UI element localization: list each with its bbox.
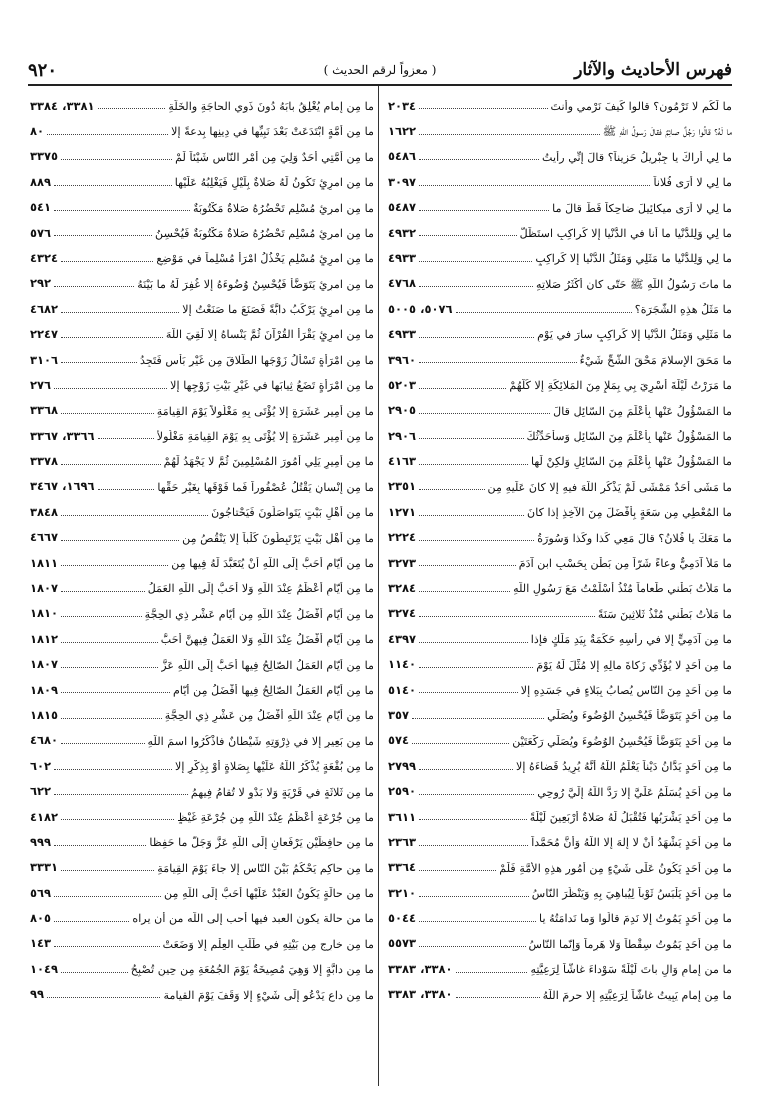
- index-entry: [388, 291, 732, 316]
- dot-leader: [419, 134, 600, 135]
- hadith-incipit: ما مِن أَمِيرٍ يَلِي أُمُورَ المُسْلِمِينَ ثُمَّ لا يَجْهَدُ لَهُمْ: [163, 455, 374, 469]
- dot-leader: [61, 591, 145, 592]
- hadith-number: ٥٠٤٤: [388, 911, 417, 926]
- hadith-number: ٦٢٢: [30, 784, 52, 799]
- dot-leader: [419, 515, 524, 516]
- hadith-number: ٦٠٢: [30, 758, 52, 773]
- hadith-incipit: ما مِن امْرَأَةٍ تَضَعُ ثِيابَها في غَيْرِ بَيْتِ زَوْجِها إلا: [170, 379, 374, 393]
- hadith-incipit: ما مِن امرِئٍ مُسْلِمٍ يَخْذُلُ امْرَأً مُسْلِماً في مَوْضِعٍ: [156, 252, 374, 266]
- hadith-number: ٣٣٧٨: [30, 454, 59, 469]
- dot-leader: [61, 159, 172, 160]
- index-entry: [30, 418, 374, 443]
- dot-leader: [61, 565, 168, 566]
- index-entry: [388, 799, 732, 824]
- index-entry: [388, 596, 732, 621]
- index-entry: [30, 266, 374, 291]
- dot-leader: [54, 794, 188, 795]
- hadith-incipit: ما مِن خارِجٍ مِن بَيْتِهِ في طَلَبِ العِلْمِ إلا وَضَعَتْ: [162, 937, 374, 951]
- index-entry: [388, 697, 732, 722]
- hadith-number: ٤٩٣٣: [388, 250, 417, 265]
- hadith-incipit: ما مَلأْتُ بَطْني طَعاماً مُنْذُ أَسْلَمْتُ مَعَ رَسُولِ اللّهِ: [513, 582, 732, 596]
- dot-leader: [456, 972, 528, 973]
- dot-leader: [419, 565, 516, 566]
- dot-leader: [419, 210, 549, 211]
- index-entry: [388, 977, 732, 1002]
- index-entry: [30, 342, 374, 367]
- index-entry: [30, 494, 374, 519]
- dot-leader: [61, 337, 163, 338]
- dot-leader: [419, 642, 528, 643]
- index-entry: [30, 570, 374, 595]
- dot-leader: [419, 616, 595, 617]
- hadith-incipit: ما مِن إنْسانٍ يَقْتُلُ عُصْفُوراً فَما فَوْقَها بِغَيْرِ حَقِّها: [157, 480, 374, 494]
- dot-leader: [456, 312, 632, 313]
- hadith-incipit: ما مِن أَحَدٍ يَشْرَبُها فَتُقْبَلُ لَهُ صَلاةٌ أَرْبَعِينَ لَيْلَةً: [529, 810, 732, 824]
- index-entry: [388, 113, 732, 138]
- index-entry: [388, 367, 732, 392]
- dot-leader: [61, 261, 153, 262]
- hadith-incipit: ما ماتَ رَسُولُ اللّهِ ﷺ حَتّى كان أكْثَرُ صَلاتِهِ: [535, 277, 732, 291]
- hadith-number: ٣٠٩٧: [388, 174, 417, 189]
- hadith-incipit: ما مِن آدَمِيٍّ إلا في رأسِهِ حَكَمَةٌ بِيَدِ مَلَكٍ فإذا: [530, 633, 732, 647]
- dot-leader: [419, 769, 513, 770]
- hadith-number: ٣٣٦٤: [388, 860, 417, 875]
- index-entry: [388, 342, 732, 367]
- dot-leader: [61, 515, 208, 516]
- dot-leader: [98, 438, 154, 439]
- hadith-incipit: ما مِن أَيّامٍ العَمَلُ الصّالِحُ فِيها أَحَبُّ إلَى اللّهِ عَزَّ: [161, 658, 374, 672]
- hadith-number: ٥٤٨٧: [388, 200, 417, 215]
- dot-leader: [419, 870, 496, 871]
- index-entry: [388, 951, 732, 976]
- hadith-incipit: ما مِن أَحَدٍ يَمُوتُ إلا نَدِمَ قالُوا وَما نَدامَتُهُ يا: [539, 912, 732, 926]
- hadith-number: ٣٢٧٣: [388, 555, 417, 570]
- dot-leader: [419, 108, 547, 109]
- index-entry: [30, 240, 374, 265]
- hadith-number: ١٨٠٩: [30, 682, 59, 697]
- dot-leader: [61, 972, 128, 973]
- dot-leader: [61, 743, 144, 744]
- hadith-number: ٥٤٨٦: [388, 149, 417, 164]
- hadith-number: ٣٣٨٠، ٣٣٨٣: [388, 961, 453, 976]
- index-entry: [388, 139, 732, 164]
- dot-leader: [456, 997, 540, 998]
- hadith-incipit: ما مِن أَيّامٍ أَحَبُّ إلَى اللّهِ أنْ يُتَعَبَّدَ لَهُ فِيها مِن: [171, 556, 374, 570]
- dot-leader: [98, 489, 155, 490]
- hadith-number: ٣٢٧٤: [388, 606, 417, 621]
- hadith-incipit: ما مَلأَ آدَمِيٌّ وِعاءً شَرّاً مِن بَطْنٍ بِحَسْبِ ابنِ آدَمَ: [518, 556, 732, 570]
- hadith-incipit: ما مِن أَحَدٍ يَلْبَسُ ثَوْباً لِيُباهِيَ بِهِ وَيَنْظُرَ النّاسُ: [531, 887, 732, 901]
- index-entry: [30, 190, 374, 215]
- index-entry: [388, 520, 732, 545]
- hadith-incipit: ما مَثَلُ هذِهِ الشَّجَرَة؟: [634, 303, 732, 317]
- hadith-number: ٣٣٧٥: [30, 149, 59, 164]
- hadith-incipit: ما مِن أُمَّةٍ ابْتَدَعَتْ بَعْدَ نَبِيِّها في دِينِها بِدعةً إلا: [171, 125, 374, 139]
- hadith-number: ٢٩٠٥: [388, 403, 417, 418]
- hadith-number: ٢٢٤٧: [30, 327, 59, 342]
- hadith-incipit: ما مِن أَيّامٍ أَفْضَلُ عِنْدَ اللّهِ مِن أَيّامِ عَشْرِ ذِي الحِجَّةِ: [144, 607, 374, 621]
- hadith-number: ١٦٢٢: [388, 123, 417, 138]
- hadith-incipit: ما لِي وَلِلدُّنْيا ما مَثَلِي وَمَثَلُ الدُّنْيا إلا كَراكِبٍ: [535, 252, 732, 266]
- dot-leader: [54, 769, 172, 770]
- hadith-incipit: ما مِن أَحَدٍ يَدَّانُ دَيْناً يَعْلَمُ اللّهُ أنَّهُ يُرِيدُ قَضاءَهُ إلا: [516, 760, 732, 774]
- index-entry: [388, 647, 732, 672]
- hadith-number: ٤٦٨٠: [30, 733, 59, 748]
- index-entry: [388, 215, 732, 240]
- index-entry: [30, 951, 374, 976]
- hadith-number: ٩٩: [30, 987, 45, 1002]
- index-entry: [388, 494, 732, 519]
- hadith-incipit: ما مِن أَحَدٍ يَكُونُ عَلَى شَيْءٍ مِن أُمُورِ هذِهِ الأُمَّةِ فَلَمْ: [499, 861, 732, 875]
- index-entry: [388, 875, 732, 900]
- hadith-incipit: ما مِن حافِظَيْنِ يَرْفَعانِ إلَى اللّهِ عَزَّ وَجَلَّ ما حَفِظا: [149, 836, 374, 850]
- index-entry: [388, 88, 732, 113]
- dot-leader: [412, 743, 509, 744]
- hadith-number: ١٢٧١: [388, 504, 417, 519]
- dot-leader: [419, 388, 506, 389]
- hadith-number: ١٦٩٦، ٣٤٦٧: [30, 479, 95, 494]
- dot-leader: [54, 185, 172, 186]
- index-entry: [30, 291, 374, 316]
- running-title: فهرس الأحاديث والآثار: [574, 60, 732, 80]
- dot-leader: [54, 286, 134, 287]
- hadith-number: ٣٨٤٨: [30, 504, 59, 519]
- dot-leader: [419, 464, 528, 465]
- hadith-number: ٣٣٨٠، ٣٣٨٣: [388, 987, 453, 1002]
- dot-leader: [419, 540, 534, 541]
- dot-leader: [419, 692, 518, 693]
- dot-leader: [419, 261, 532, 262]
- index-entry: [388, 850, 732, 875]
- hadith-incipit: ما المَسْؤُولُ عَنْها بِأَعْلَمَ مِنَ السّائِلِ وَسأُحَدِّثُكَ: [526, 430, 732, 444]
- index-entry: [30, 139, 374, 164]
- dot-leader: [419, 489, 484, 490]
- hadith-number: ١٨١٠: [30, 606, 59, 621]
- hadith-number: ٤٦٨٢: [30, 301, 59, 316]
- index-entry: [388, 266, 732, 291]
- hadith-incipit: ما مِن امرِئٍ مُسْلِمٍ تَحْضُرُهُ صَلاةٌ مَكْتُوبَةٌ: [193, 201, 374, 215]
- hadith-incipit: ما المَسْؤُولُ عَنْها بِأَعْلَمَ مِنَ السّائِلِ قالَ: [553, 404, 732, 418]
- hadith-incipit: ما مِن دابَّةٍ إلا وَهِيَ مُصِيخَةٌ يَوْمَ الجُمُعَةِ مِن حِينِ تُصْبِحُ: [130, 963, 374, 977]
- index-entry: [30, 443, 374, 468]
- dot-leader: [54, 896, 161, 897]
- hadith-number: ٥٥٧٣: [388, 936, 417, 951]
- hadith-number: ٥٧٦: [30, 225, 52, 240]
- index-entry: [388, 545, 732, 570]
- hadith-number: ٩٩٩: [30, 834, 52, 849]
- hadith-incipit: ما لِي أَراكَ يا جِبْرِيلُ حَزِيناً؟ قالَ إنِّي رأيتُ: [542, 150, 732, 164]
- index-entry: [30, 596, 374, 621]
- hadith-incipit: ما مِن أَيّامٍ أَعْظَمُ عِنْدَ اللّهِ وَلا أَحَبُّ إلَى اللّهِ العَمَلُ: [147, 582, 374, 596]
- hadith-number: ٥٧٤: [388, 733, 410, 748]
- hadith-incipit: ما مِن حاكِمٍ يَحْكُمُ بَيْنَ النّاسِ إلا جاءَ يَوْمَ القِيامَةِ: [157, 861, 374, 875]
- dot-leader: [419, 591, 510, 592]
- hadith-number: ٢٣٥١: [388, 479, 417, 494]
- hadith-number: ٨٠٥: [30, 911, 52, 926]
- hadith-number: ٢٧٩٩: [388, 758, 417, 773]
- hadith-incipit: ما مِن امرِئٍ يَتَوَضَّأُ فَيُحْسِنُ وُضُوءَهُ إلا غُفِرَ لَهُ ما بَيْنَهُ: [137, 277, 374, 291]
- index-entry: [388, 393, 732, 418]
- hadith-number: ٢٣٦٣: [388, 834, 417, 849]
- index-entry: [30, 88, 374, 113]
- hadith-incipit: ما مَعَكَ يا فُلانُ؟ قالَ مَعِي كَذا وكَذا وَسُورَةُ: [537, 531, 732, 545]
- hadith-number: ١٨٠٧: [30, 657, 59, 672]
- hadith-incipit: ما مِن امرِئٍ يَرْكَبُ دابَّةً فَصَنَعَ ما صَنَعْتُ إلا: [182, 303, 374, 317]
- hadith-number: ٨٠: [30, 123, 45, 138]
- hadith-incipit: ما مِن داعٍ يَدْعُو إلَى شَيْءٍ إلا وَقَفَ يَوْمَ القيامة: [163, 988, 374, 1002]
- hadith-number: ١٨١١: [30, 555, 59, 570]
- dot-leader: [419, 159, 539, 160]
- index-entry: [388, 317, 732, 342]
- index-entry: [30, 774, 374, 799]
- dot-leader: [419, 286, 533, 287]
- index-entry: [30, 875, 374, 900]
- hadith-number: ٤٧٦٨: [388, 276, 417, 291]
- hadith-incipit: ما مِن أَحَدٍ يُسَلِّمُ عَلَيَّ إلا رَدَّ اللّهُ إلَيَّ رُوحِي: [537, 785, 732, 799]
- hadith-incipit: ما مِن بَعِيرٍ إلا في ذِرْوَتِهِ شَيْطانٌ فاذْكُرُوا اسمَ اللّهِ: [147, 734, 374, 748]
- hadith-number: ٣٩٦٠: [388, 352, 417, 367]
- hadith-incipit: ما مِن أَيّامٍ العَمَلُ الصّالِحُ فِيها أَفْضَلُ مِن أَيّامِ: [172, 683, 374, 697]
- hadith-number: ٣٣٦٨: [30, 403, 59, 418]
- index-entry: [388, 901, 732, 926]
- index-entry: [388, 774, 732, 799]
- index-entry: [388, 240, 732, 265]
- index-entry: [30, 113, 374, 138]
- hadith-number: ٤٣٢٤: [30, 250, 59, 265]
- hadith-number: ١٨١٥: [30, 707, 59, 722]
- dot-leader: [54, 235, 152, 236]
- hadith-number: ٣١٠٦: [30, 352, 59, 367]
- hadith-number: ٢٢٢٤: [388, 530, 417, 545]
- dot-leader: [419, 413, 550, 414]
- hadith-number: ٥٢٠٣: [388, 377, 417, 392]
- dot-leader: [419, 235, 517, 236]
- index-entry: [30, 824, 374, 849]
- hadith-number: ٤٩٣٣: [388, 327, 417, 342]
- dot-leader: [54, 921, 129, 922]
- hadith-incipit: ما مَثَلِي وَمَثَلُ الدُّنْيا إلا كَراكِبٍ سارَ في يَوْمٍ: [537, 328, 732, 342]
- index-entry: [388, 748, 732, 773]
- index-entry: [30, 799, 374, 824]
- dot-leader: [54, 946, 160, 947]
- index-entry: [30, 520, 374, 545]
- dot-leader: [419, 896, 529, 897]
- hadith-incipit: ما لِي لا أَرَى فُلاناً: [653, 176, 732, 190]
- index-entry: [388, 824, 732, 849]
- hadith-incipit: ما مَشَى أَحَدٌ مَمْشَى لَمْ يَذْكُرِ اللّهَ فيهِ إلا كانَ عَلَيهِ مِن: [487, 480, 732, 494]
- hadith-incipit: ما مِن أَيّامٍ أَفْضَلُ عِنْدَ اللّهِ وَلا العَمَلُ فِيهِنَّ أَحَبُّ: [160, 633, 374, 647]
- index-entry: [388, 164, 732, 189]
- hadith-incipit: ما المُعْطِي مِن سَعَةٍ بِأَفْضَلَ مِنَ الآخِذِ إذا كانَ: [527, 506, 732, 520]
- hadith-number: ٥١٤٠: [388, 682, 417, 697]
- hadith-number: ١٠٤٩: [30, 961, 59, 976]
- dot-leader: [419, 438, 523, 439]
- hadith-number: ٤١٦٣: [388, 454, 417, 469]
- hadith-incipit: ما مِن أَحَدٍ لا يُؤَدِّي زَكاةَ مالِهِ إلا مُثِّلَ لَهُ يَوْمَ: [536, 658, 732, 672]
- index-entry: [30, 545, 374, 570]
- hadith-incipit: ما مِن إمامٍ يَبِيتُ غاشّاً لِرَعِيَّتِهِ إلا حرمَ اللّهُ: [542, 988, 732, 1002]
- hadith-number: ٤٣٩٧: [388, 631, 417, 646]
- index-entry: [30, 672, 374, 697]
- hadith-incipit: ما مِن امْرَأَةٍ تَسْأَلُ زَوْجَها الطَّلاقَ مِن غَيْرِ بَأْسٍ فَتَجِدُ: [139, 353, 374, 367]
- dot-leader: [419, 794, 534, 795]
- hadith-number: ٣٥٧: [388, 707, 410, 722]
- dot-leader: [419, 819, 527, 820]
- hadith-number: ٣٢٨٤: [388, 581, 417, 596]
- hadith-incipit: ما مِن أَهْلِ بَيْتٍ يَتَواصَلُونَ فَيَحْتاجُونَ: [211, 506, 374, 520]
- dot-leader: [61, 718, 162, 719]
- index-column-left: [30, 88, 374, 1002]
- hadith-incipit: ما مَلأْتُ بَطْني مُنْذُ ثَلاثِينَ سَنَةً: [597, 607, 732, 621]
- hadith-incipit: ما مِن أُمَّتِي أَحَدٌ وَلِيَ مِن أَمْرِ النّاسِ شَيْئاً لَمْ: [175, 150, 374, 164]
- hadith-number: ٥٤١: [30, 200, 52, 215]
- dot-leader: [61, 642, 158, 643]
- hadith-incipit: ما مَرَرْتُ لَيْلَةَ أُسْرِيَ بِي بِمَلإٍ مِنَ المَلائِكَةِ إلا كُلُّهُمْ: [509, 379, 732, 393]
- index-entry: [30, 317, 374, 342]
- hadith-number: ٤٩٣٢: [388, 225, 417, 240]
- index-entry: [30, 697, 374, 722]
- dot-leader: [61, 870, 154, 871]
- hadith-number: ٣٦١١: [388, 809, 417, 824]
- hadith-incipit: ما من حالة يكون العبد فيها أحب إلى اللّه من أن يراه: [132, 912, 374, 926]
- index-entry: [30, 367, 374, 392]
- index-entry: [388, 723, 732, 748]
- dot-leader: [54, 388, 167, 389]
- page-number: ٩٢٠: [28, 59, 58, 81]
- dot-leader: [419, 667, 533, 668]
- index-entry: [388, 443, 732, 468]
- index-entry: [30, 393, 374, 418]
- hadith-incipit: ما لَهُ؟ قالُوا رَجُلٌ صائِمٌ فقالَ رَسولُ اللّهِ ﷺ: [602, 125, 732, 139]
- index-entry: [388, 190, 732, 215]
- hadith-number: ٤١٨٢: [30, 809, 59, 824]
- hadith-incipit: ما مِن أَيّامٍ عِنْدَ اللّهِ أَفْضَلُ مِن عَشْرِ ذِي الحِجَّةِ: [164, 709, 374, 723]
- hadith-number: ٢٧٦: [30, 377, 52, 392]
- index-entry: [388, 469, 732, 494]
- index-entry: [30, 469, 374, 494]
- header-rule: [28, 84, 732, 86]
- dot-leader: [61, 312, 179, 313]
- dot-leader: [98, 108, 166, 109]
- dot-leader: [419, 921, 536, 922]
- hadith-incipit: ما مِن حالَةٍ يَكُونُ العَبْدُ عَلَيْها أَحَبُّ إلَى اللّهِ مِن: [164, 887, 374, 901]
- dot-leader: [61, 362, 137, 363]
- hadith-incipit: ما مِن أَحَدٍ يَمُوتُ سِقْطاً وَلا هَرِماً وَإنّما النّاسُ: [528, 937, 732, 951]
- hadith-number: ٨٨٩: [30, 174, 52, 189]
- hadith-incipit: ما مِن أَحَدٍ يَتَوَضَّأُ فَيُحْسِنُ الوُضُوءَ ويُصَلِّي: [547, 709, 732, 723]
- running-subtitle: ( معزواً لرقم الحديث ): [323, 63, 437, 77]
- hadith-number: ٣٣٦٦، ٣٣٦٧: [30, 428, 95, 443]
- hadith-incipit: ما مَحَقَ الإسلامَ مَحْقَ الشُّحِّ شَيْءٌ: [579, 353, 732, 367]
- dot-leader: [61, 540, 179, 541]
- dot-leader: [61, 616, 142, 617]
- index-entry: [30, 723, 374, 748]
- dot-leader: [47, 134, 168, 135]
- hadith-number: ٣٢١٠: [388, 885, 417, 900]
- dot-leader: [61, 464, 161, 465]
- hadith-incipit: ما من إمامٍ وَالٍ باتَ لَيْلَةً سَوْداءَ غاشّاً لِرَعِيَّتِهِ: [530, 963, 732, 977]
- index-entry: [30, 215, 374, 240]
- hadith-incipit: ما مِن أَحَدٍ يَشْهَدُ أنْ لا إلهَ إلا اللّهُ وَأنَّ مُحَمَّداً: [531, 836, 732, 850]
- index-entry: [388, 672, 732, 697]
- dot-leader: [54, 210, 190, 211]
- hadith-number: ٣٣٨١، ٣٣٨٤: [30, 98, 95, 113]
- hadith-number: ٢٩٢: [30, 276, 52, 291]
- dot-leader: [412, 718, 544, 719]
- index-entry: [388, 926, 732, 951]
- index-entry: [388, 418, 732, 443]
- dot-leader: [61, 692, 170, 693]
- index-entry: [30, 926, 374, 951]
- hadith-incipit: ما مِن أَهْلِ بَيْتٍ يَرْتَبِطُونَ كَلْباً إلا يَنْقُصُ مِن: [182, 531, 374, 545]
- dot-leader: [419, 337, 534, 338]
- hadith-number: ١١٤٠: [388, 657, 417, 672]
- dot-leader: [54, 845, 146, 846]
- index-entry: [30, 621, 374, 646]
- page-header: [28, 56, 732, 84]
- dot-leader: [47, 997, 160, 998]
- hadith-incipit: ما مِن أَحَدٍ يَتَوَضَّأُ فَيُحْسِنُ الوُضُوءَ ويُصَلِّي رَكْعَتَيْنِ: [512, 734, 732, 748]
- index-entry: [30, 850, 374, 875]
- dot-leader: [419, 362, 577, 363]
- dot-leader: [61, 819, 174, 820]
- hadith-incipit: ما مِن أَمِيرِ عَشَرَةٍ إلا يُؤْتَى بِهِ مَغْلُولاً يَوْمَ القِيامَةِ: [156, 404, 374, 418]
- hadith-incipit: ما مِن امرِئٍ تَكُونُ لَهُ صَلاةٌ بِلَيْلٍ فَيَغْلِبُهُ عَلَيْها: [174, 176, 374, 190]
- hadith-number: ٢٩٠٦: [388, 428, 417, 443]
- hadith-number: ١٨٠٧: [30, 581, 59, 596]
- hadith-incipit: ما مِن ثَلاثَةٍ في قَرْيَةٍ وَلا بَدْوٍ لا تُقامُ فِيهِمُ: [190, 785, 374, 799]
- hadith-incipit: ما مِن امرِئٍ يَقْرَأُ القُرْآنَ ثُمَّ يَنْساهُ إلا لَقِيَ اللّهَ: [165, 328, 374, 342]
- hadith-incipit: ما مِن بُقْعَةٍ يُذْكَرُ اللّهُ عَلَيْها بِصَلاةٍ أَوْ بِذِكْرٍ إلا: [175, 760, 374, 774]
- hadith-incipit: ما لِي لا أَرَى ميكائِيلَ ضاحِكاً قَطُّ قالَ ما: [552, 201, 732, 215]
- hadith-incipit: ما لِي وَلِلدُّنْيا ما أنا في الدُّنْيا إلا كَراكِبٍ استَظَلَّ: [519, 226, 732, 240]
- index-entry: [30, 748, 374, 773]
- index-entry: [388, 621, 732, 646]
- hadith-incipit: ما مِن امرِئٍ مُسْلِمٍ تَحْضُرُهُ صَلاةٌ مَكْتُوبَةٌ فَيُحْسِنُ: [155, 226, 374, 240]
- hadith-incipit: ما مِن إمامٍ يُغْلِقُ بابَهُ دُونَ ذَوِي الحاجَةِ والخَلَّةِ: [168, 99, 374, 113]
- hadith-number: ٤٦٦٧: [30, 530, 59, 545]
- hadith-incipit: ما لَكُم لا تَرْمُون؟ قالوا كَيفَ نَرْمي وأَنتَ: [550, 99, 732, 113]
- hadith-incipit: ما مِن جُرْعَةٍ أَعْظَمُ عِنْدَ اللّهِ مِن جُرْعَةِ غَيْظٍ: [177, 810, 374, 824]
- index-column-right: [388, 88, 732, 1002]
- index-entry: [30, 901, 374, 926]
- dot-leader: [419, 946, 525, 947]
- hadith-number: ٥٠٧٦، ٥٠٠٥: [388, 301, 453, 316]
- dot-leader: [61, 413, 154, 414]
- dot-leader: [419, 185, 650, 186]
- hadith-number: ١٤٣: [30, 936, 52, 951]
- hadith-number: ٢٥٩٠: [388, 784, 417, 799]
- index-entry: [30, 977, 374, 1002]
- index-entry: [30, 164, 374, 189]
- hadith-number: ٣٣٣١: [30, 860, 59, 875]
- hadith-number: ٥٦٩: [30, 885, 52, 900]
- column-divider: [378, 86, 379, 1086]
- hadith-number: ١٨١٢: [30, 631, 59, 646]
- index-entry: [388, 570, 732, 595]
- hadith-number: ٢٠٣٤: [388, 98, 417, 113]
- hadith-incipit: ما مِن أَحَدٍ مِنَ النّاسِ يُصابُ بِبَلاءٍ في جَسَدِهِ إلا: [520, 683, 732, 697]
- dot-leader: [61, 667, 158, 668]
- dot-leader: [419, 845, 528, 846]
- index-entry: [30, 647, 374, 672]
- hadith-incipit: ما المَسْؤُولُ عَنْها بِأَعْلَمَ مِنَ السّائِلِ وَلكِنْ لَها: [530, 455, 732, 469]
- hadith-incipit: ما مِن أَمِيرِ عَشَرَةٍ إلا يُؤْتَى بِهِ يَوْمَ القِيامَةِ مَغْلُولاً: [156, 430, 374, 444]
